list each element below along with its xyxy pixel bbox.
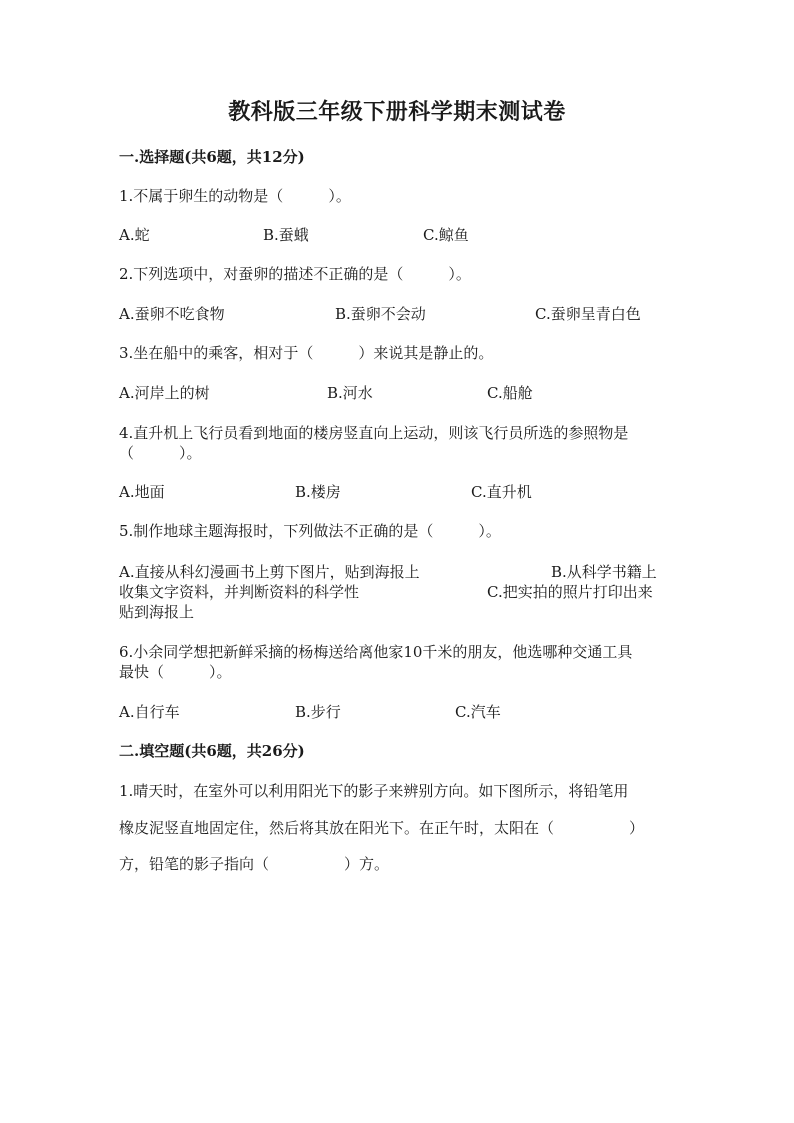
q6-option-a: A.自行车	[119, 703, 180, 721]
fill-question-1-line-1: 1.晴天时，在室外可以利用阳光下的影子来辨别方向。如下图所示，将铅笔用	[119, 782, 629, 800]
question-4-line-1: 4.直升机上飞行员看到地面的楼房竖直向上运动，则该飞行员所选的参照物是	[119, 424, 629, 442]
q3-option-b: B.河水	[327, 384, 373, 402]
q1-option-c: C.鲸鱼	[423, 226, 469, 244]
question-6-line-1: 6.小余同学想把新鲜采摘的杨梅送给离他家10千米的朋友，他选哪种交通工具	[119, 643, 633, 661]
q2-option-a: A.蚕卵不吃食物	[119, 305, 225, 323]
question-6-line-2: 最快（ ）。	[119, 663, 232, 681]
q5-option-c-part-1: C.把实拍的照片打印出来	[487, 583, 653, 601]
q1-option-a: A.蛇	[119, 226, 150, 244]
question-2: 2.下列选项中，对蚕卵的描述不正确的是（ ）。	[119, 265, 471, 283]
q4-option-a: A.地面	[119, 483, 165, 501]
q2-option-b: B.蚕卵不会动	[335, 305, 426, 323]
question-3: 3.坐在船中的乘客，相对于（ ）来说其是静止的。	[119, 344, 494, 362]
q6-option-b: B.步行	[295, 703, 341, 721]
q4-option-c: C.直升机	[471, 483, 532, 501]
section-heading-choice: 一.选择题(共6题，共12分)	[119, 148, 305, 166]
section-heading-fill: 二.填空题(共6题，共26分)	[119, 742, 305, 760]
page-title: 教科版三年级下册科学期末测试卷	[228, 99, 566, 125]
q1-option-b: B.蚕蛾	[263, 226, 309, 244]
q3-option-c: C.船舱	[487, 384, 533, 402]
q3-option-a: A.河岸上的树	[119, 384, 210, 402]
fill-question-1-line-2: 橡皮泥竖直地固定住，然后将其放在阳光下。在正午时，太阳在（ ）	[119, 819, 645, 837]
q5-option-b-part-1: B.从科学书籍上	[551, 563, 657, 581]
q2-option-c: C.蚕卵呈青白色	[535, 305, 641, 323]
question-1: 1.不属于卵生的动物是（ ）。	[119, 187, 351, 205]
question-4-line-2: （ ）。	[119, 444, 202, 462]
q5-option-c-part-2: 贴到海报上	[119, 603, 195, 621]
q5-option-b-part-2: 收集文字资料，并判断资料的科学性	[119, 583, 360, 601]
question-5: 5.制作地球主题海报时，下列做法不正确的是（ ）。	[119, 522, 501, 540]
q5-option-a: A.直接从科幻漫画书上剪下图片，贴到海报上	[119, 563, 420, 581]
q6-option-c: C.汽车	[455, 703, 501, 721]
q4-option-b: B.楼房	[295, 483, 341, 501]
fill-question-1-line-3: 方，铅笔的影子指向（ ）方。	[119, 855, 390, 873]
